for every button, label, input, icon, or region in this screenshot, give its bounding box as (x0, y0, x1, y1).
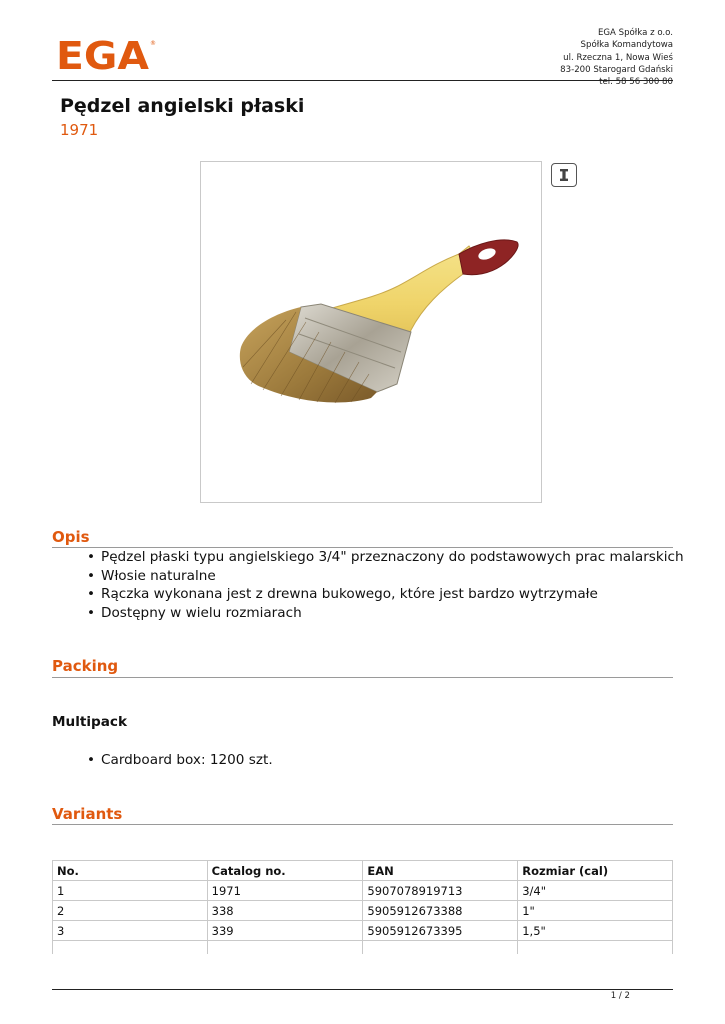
table-row (53, 901, 673, 921)
info-i-glyph (558, 168, 570, 182)
list-item: • Pędzel płaski typu angielskiego 3/4" przeznaczony do podstawowych prac malarskich (101, 548, 684, 567)
cell-empty (207, 941, 363, 955)
column-header-catalog: Catalog no. (207, 861, 363, 881)
list-item: • Włosie naturalne (101, 567, 684, 586)
cell-catalog: 338 (207, 901, 363, 921)
packing-list (101, 751, 273, 770)
table-row-empty (53, 941, 673, 955)
paint-brush-icon (201, 162, 541, 502)
company-type: Spółka Komandytowa (580, 40, 673, 51)
cell-size: 3/4" (518, 881, 673, 901)
ega-logo (56, 36, 156, 76)
cell-ean: 5905912673395 (363, 921, 518, 941)
cell-catalog: 339 (207, 921, 363, 941)
cell-ean: 5907078919713 (363, 881, 518, 901)
list-item: • Rączka wykonana jest z drewna bukowego, które jest bardzo wytrzymałe (101, 585, 684, 604)
cell-size: 1" (518, 901, 673, 921)
svg-text:EGA: EGA (56, 36, 150, 76)
product-code: 1971 (60, 121, 99, 139)
description-list (101, 548, 684, 622)
packing-heading: Packing (52, 657, 119, 675)
product-title: Pędzel angielski płaski (60, 95, 305, 117)
cell-empty (53, 941, 208, 955)
column-header-size: Rozmiar (cal) (518, 861, 673, 881)
product-image (200, 161, 542, 503)
cell-catalog: 1971 (207, 881, 363, 901)
company-city: 83-200 Starogard Gdański (560, 64, 673, 75)
column-header-ean: EAN (363, 861, 518, 881)
table-header-row (53, 861, 673, 881)
table-row (53, 921, 673, 941)
cell-size: 1,5" (518, 921, 673, 941)
cell-no: 2 (53, 901, 208, 921)
description-heading: Opis (52, 528, 90, 546)
packing-divider (52, 677, 673, 678)
list-item: • Cardboard box: 1200 szt. (101, 751, 273, 770)
cell-ean: 5905912673388 (363, 901, 518, 921)
cell-no: 3 (53, 921, 208, 941)
variants-table (52, 860, 673, 954)
table-row (53, 881, 673, 901)
list-item: • Dostępny w wielu rozmiarach (101, 604, 684, 623)
info-i-icon[interactable] (551, 163, 577, 187)
variants-heading: Variants (52, 805, 123, 823)
page-number: 1 / 2 (610, 991, 630, 1001)
company-name: EGA Spółka z o.o. (597, 28, 673, 38)
company-phone: tel. 58 56 300 80 (599, 77, 673, 88)
cell-no: 1 (53, 881, 208, 901)
footer-divider (52, 989, 673, 990)
column-header-no: No. (53, 861, 208, 881)
cell-empty (363, 941, 518, 955)
header-divider (52, 80, 673, 81)
cell-empty (518, 941, 673, 955)
variants-divider (52, 824, 673, 825)
company-street: ul. Rzeczna 1, Nowa Wieś (563, 52, 673, 63)
svg-text:®: ® (150, 40, 156, 47)
multipack-heading: Multipack (52, 714, 128, 730)
